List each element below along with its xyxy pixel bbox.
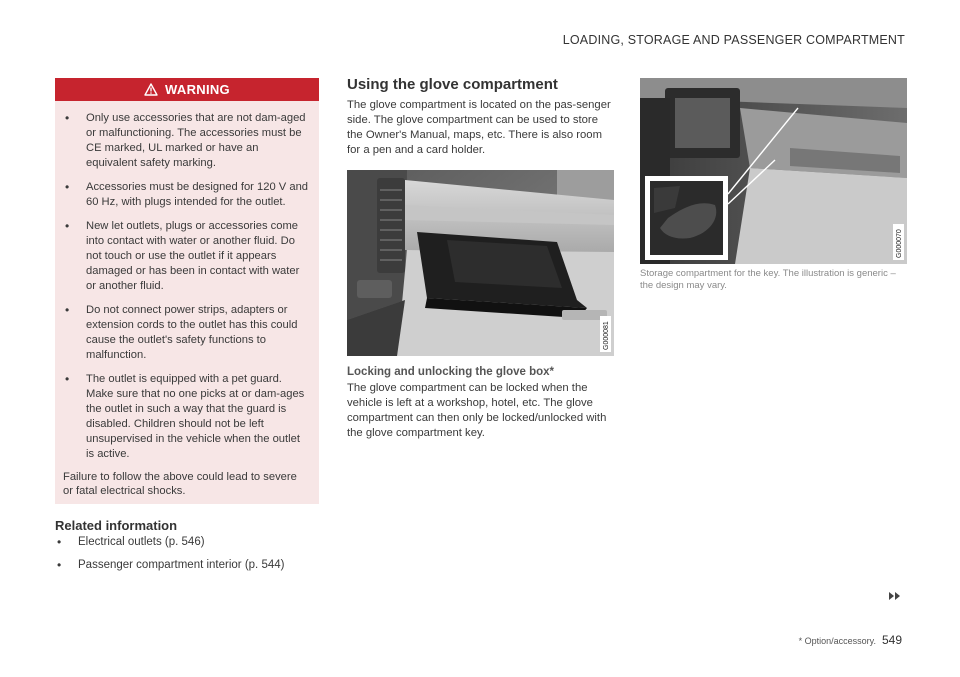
warning-item: • The outlet is equipped with a pet guard. Make sure that no one picks at or dam-ages the outlet in such a way that the guard is disabled. Children should not be left unsupervised in the vehicle when the outlet is active. xyxy=(63,372,309,462)
option-footnote: * Option/accessory. xyxy=(798,636,876,646)
warning-note: Failure to follow the above could lead to severe or fatal electrical shocks. xyxy=(63,471,297,497)
glove-compartment-heading: Using the glove compartment xyxy=(347,76,558,93)
key-storage-caption: Storage compartment for the key. The illustration is generic – the design may vary. xyxy=(640,268,896,291)
warning-item: • Accessories must be designed for 120 V and 60 Hz, with plugs intended for the outlet. xyxy=(63,180,309,210)
warning-item: • New let outlets, plugs or accessories come into contact with water or another fluid. Do not touch or use the outlet if it appears damaged or has been in contact with water or another fluid. xyxy=(63,219,309,294)
warning-list xyxy=(55,101,319,462)
page-header: LOADING, STORAGE AND PASSENGER COMPARTMENT xyxy=(562,33,905,47)
glove-compartment-photo xyxy=(347,170,614,356)
image-code: G000081 xyxy=(603,321,610,350)
warning-label: WARNING xyxy=(165,82,230,97)
page-number: 549 xyxy=(881,633,902,647)
image-code: G000070 xyxy=(896,229,903,258)
key-storage-photo xyxy=(640,78,907,264)
warning-box xyxy=(55,78,319,504)
locking-text: The glove compartment can be locked when the vehicle is left at a workshop, hotel, etc. The glove compartment can then only be locked/unlocked with the glove compartment key. xyxy=(347,382,607,439)
related-link-electrical-outlets[interactable]: • Electrical outlets (p. 546) xyxy=(55,535,319,550)
related-info-title: Related information xyxy=(55,518,178,533)
locking-subheading: Locking and unlocking the glove box* xyxy=(347,366,555,378)
warning-item: • Only use accessories that are not dam-aged or malfunctioning. The accessories must be CE marked, UL marked or have an equivalent safety marking. xyxy=(63,111,309,171)
warning-triangle-icon xyxy=(144,83,158,96)
related-link-passenger-compartment[interactable]: • Passenger compartment interior (p. 544) xyxy=(55,558,319,573)
related-info-list xyxy=(55,535,319,581)
glove-compartment-text: The glove compartment is located on the pas-senger side. The glove compartment can be used to store the Owner's Manual, maps, etc. There is also room for a pen and a card holder. xyxy=(347,99,611,156)
warning-header xyxy=(55,78,319,101)
warning-item: • Do not connect power strips, adapters or extension cords to the outlet has this could cause the outlet's safety functions to malfunction. xyxy=(63,303,309,363)
page-footer xyxy=(799,633,902,647)
double-chevron-right-icon[interactable] xyxy=(888,591,902,601)
